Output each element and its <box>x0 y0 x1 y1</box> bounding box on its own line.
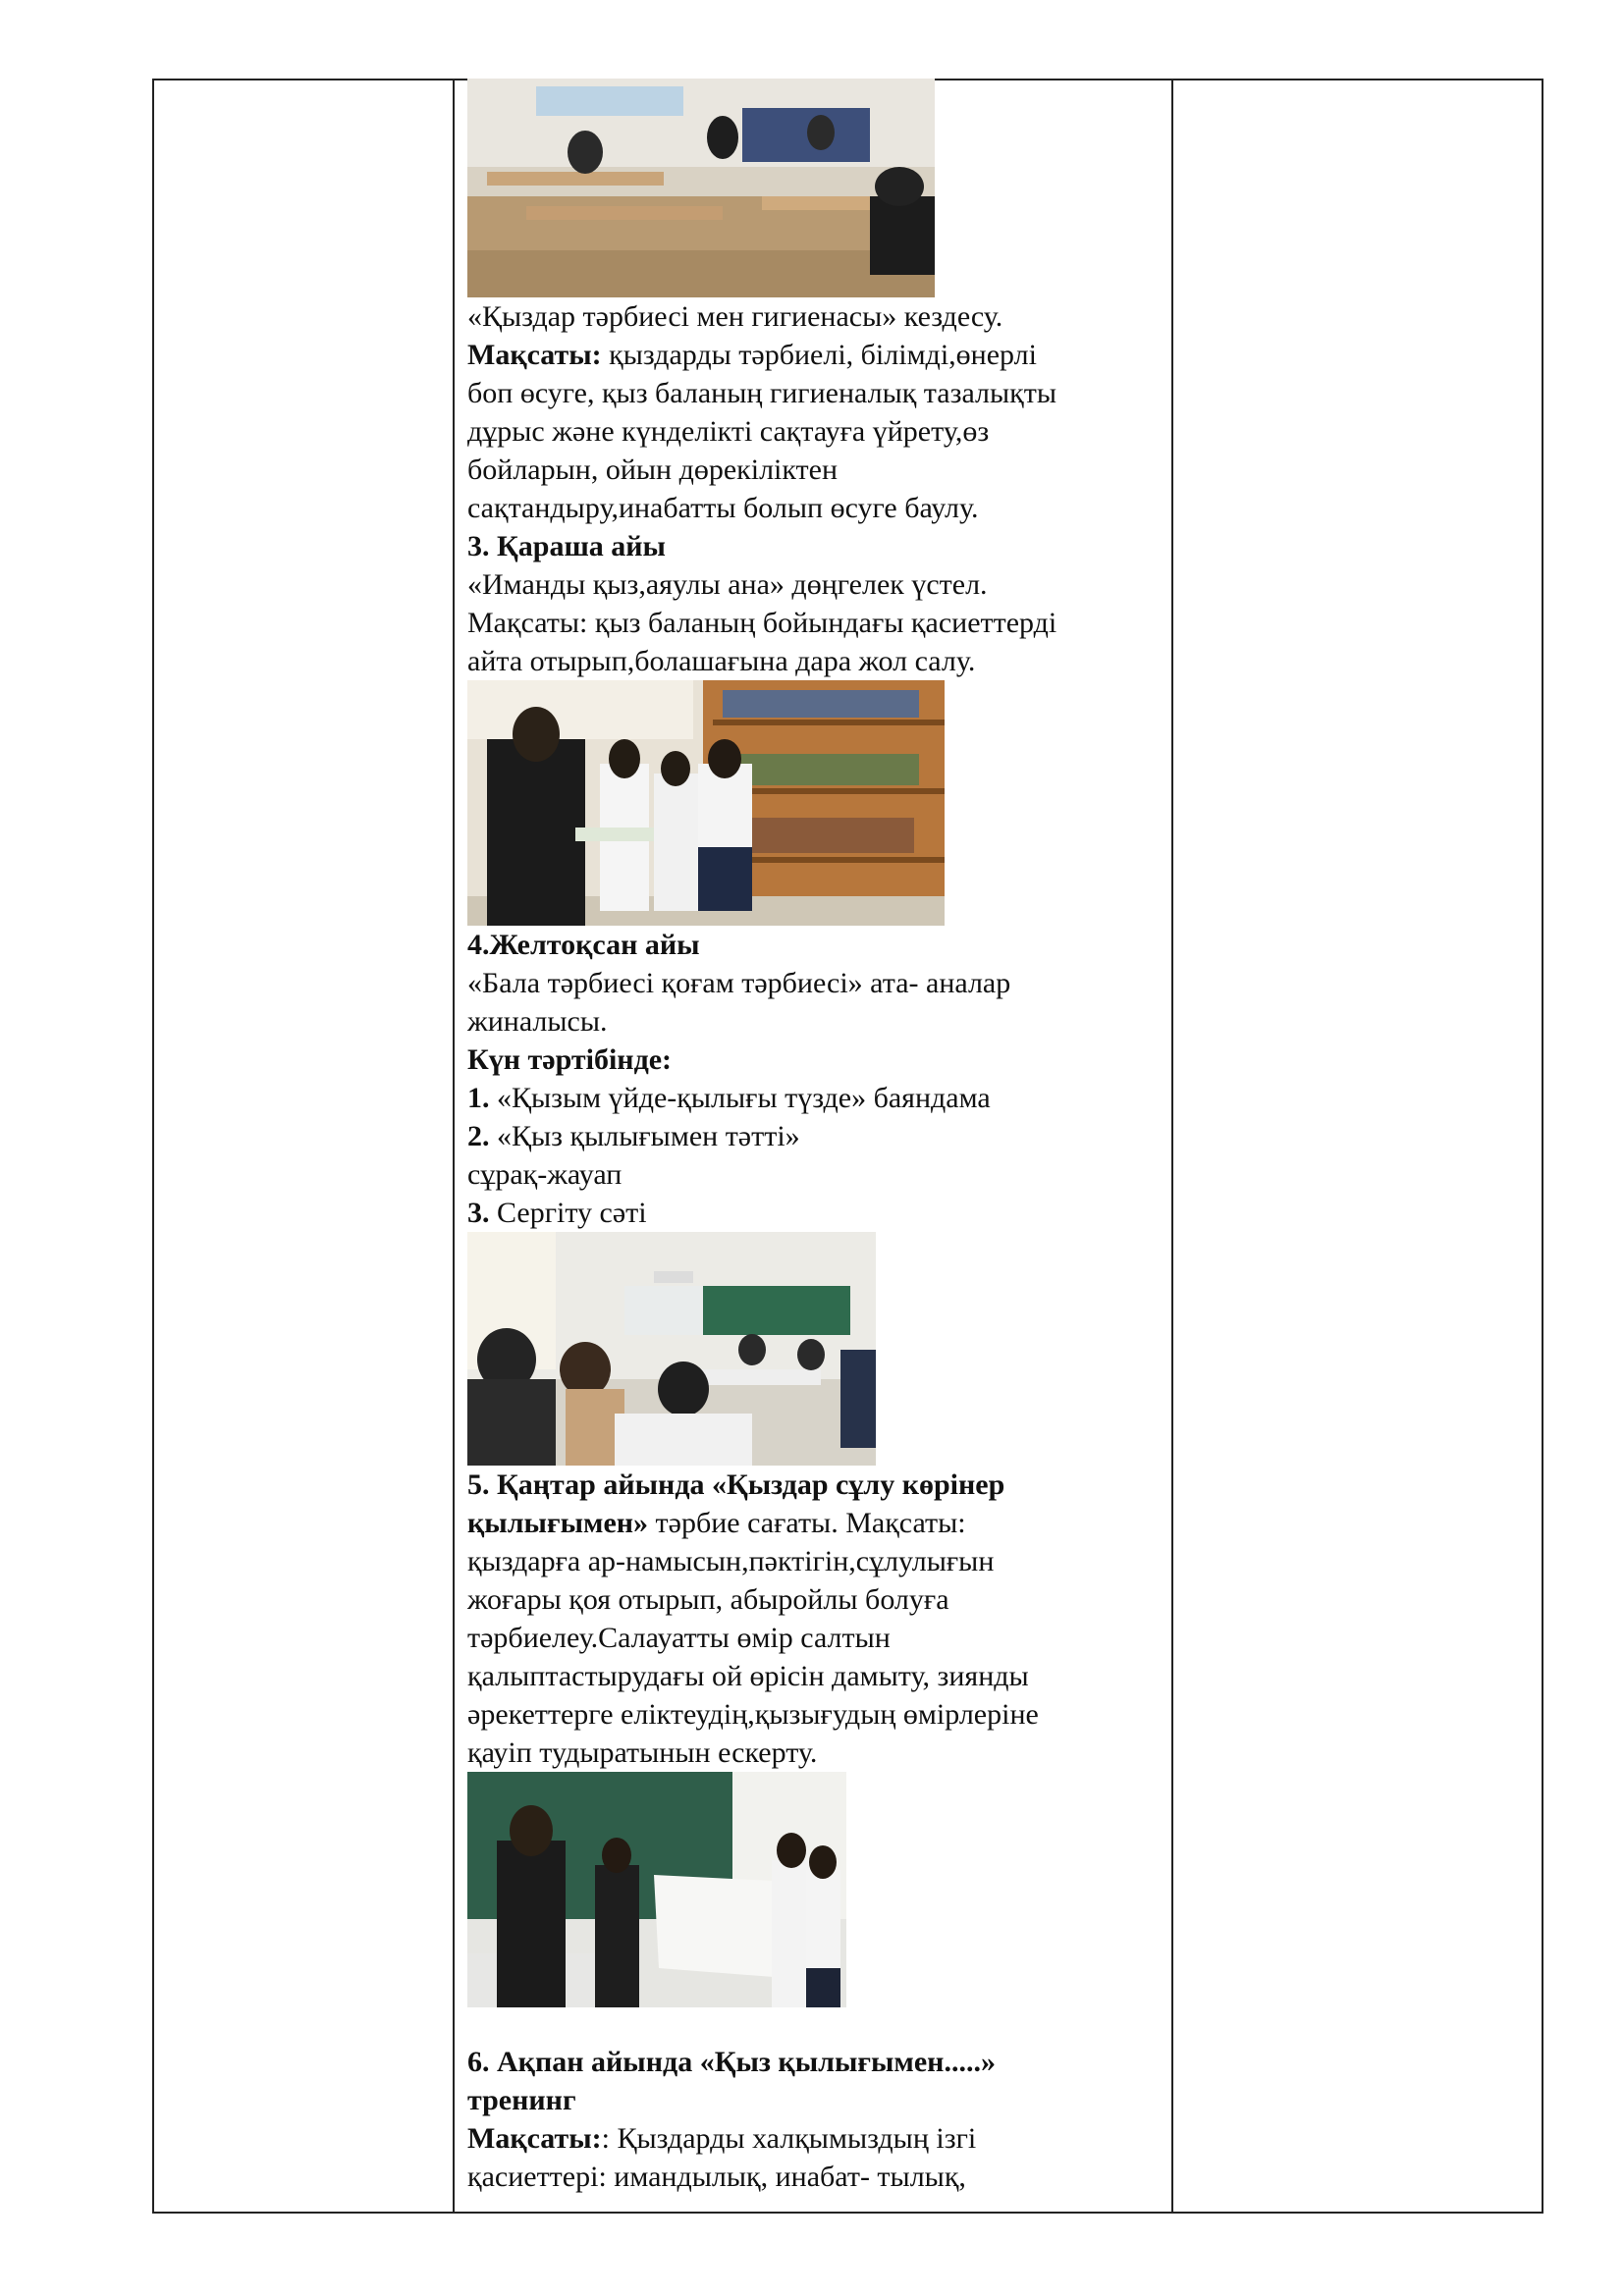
agenda-item-text: «Қыз қылығымен тәтті» <box>489 1120 800 1152</box>
column-divider-left <box>453 80 455 2212</box>
january-heading-rest: тәрбие сағаты. Мақсаты: <box>648 1507 966 1539</box>
january-line: тәрбиелеу.Салауатты өмір салтын <box>467 1622 891 1654</box>
classroom-meeting-photo <box>467 79 935 297</box>
agenda-item-text: Сергіту сәті <box>489 1197 647 1229</box>
january-heading-bold: қылығымен» <box>467 1507 649 1539</box>
january-line: қалыптастырудағы ой өрісін дамыту, зиянды <box>467 1660 1029 1692</box>
goal-label: Мақсаты: <box>467 2122 602 2155</box>
agenda-item <box>467 1079 1174 1117</box>
goal-text: : Қыздарды халқымыздың ізгі <box>601 2122 977 2155</box>
agenda-item-number: 2. <box>467 1120 490 1152</box>
february-goal <box>467 2119 1174 2158</box>
november-heading: 3. Қараша айы <box>467 530 666 562</box>
meeting-goal <box>467 336 1174 374</box>
january-line: әрекеттерге еліктеудің,қызығудың өмірлеріне <box>467 1698 1039 1731</box>
february-heading: 6. Ақпан айында «Қыз қылығымен.....» <box>467 2046 996 2078</box>
agenda-item <box>467 1155 1174 1194</box>
agenda-item <box>467 1117 1174 1155</box>
december-heading: 4.Желтоқсан айы <box>467 929 700 961</box>
parents-meeting-photo <box>467 1232 876 1466</box>
agenda-item-number: 1. <box>467 1082 490 1114</box>
meeting-goal-line: бойларын, ойын дөрекіліктен <box>467 454 839 486</box>
november-line: айта отырып,болашағына дара жол салу. <box>467 645 976 677</box>
agenda-item-number: 3. <box>467 1197 490 1229</box>
middle-cell-content <box>467 79 1174 2196</box>
agenda-item <box>467 1194 1174 1232</box>
february-heading-line: тренинг <box>467 2084 576 2116</box>
december-line: жиналысы. <box>467 1005 608 1038</box>
november-line: «Иманды қыз,аяулы ана» дөңгелек үстел. <box>467 568 988 601</box>
meeting-goal-line: боп өсуге, қыз баланың гигиеналық тазалықты <box>467 377 1056 409</box>
january-heading: 5. Қаңтар айында «Қыздар сұлу көрінер <box>467 1468 1005 1501</box>
november-line: Мақсаты: қыз баланың бойындағы қасиеттерді <box>467 607 1057 639</box>
agenda-item-text: сұрақ-жауап <box>467 1158 623 1191</box>
january-line: қыздарға ар-намысын,пәктігін,сұлулығын <box>467 1545 995 1577</box>
spacer <box>467 2007 1174 2043</box>
february-goal-line: қасиеттері: имандылық, инабат- тылық, <box>467 2161 966 2193</box>
goal-text: қыздарды тәрбиелі, білімді,өнерлі <box>601 339 1037 371</box>
library-roundtable-photo <box>467 680 945 926</box>
girls-presentation-photo <box>467 1772 846 2007</box>
meeting-goal-line: дұрыс және күнделікті сақтауға үйрету,өз <box>467 415 990 448</box>
goal-label: Мақсаты: <box>467 339 602 371</box>
meeting-caption: «Қыздар тәрбиесі мен гигиенасы» кездесу. <box>467 300 1003 333</box>
january-line: жоғары қоя отырып, абыройлы болуға <box>467 1583 949 1616</box>
january-heading-line <box>467 1504 1174 1542</box>
december-line: «Бала тәрбиесі қоғам тәрбиесі» ата- аналар <box>467 967 1011 999</box>
agenda-label: Күн тәртібінде: <box>467 1043 673 1076</box>
meeting-goal-line: сақтандыру,инабатты болып өсуге баулу. <box>467 492 979 524</box>
january-line: қауіп тудыратынын ескерту. <box>467 1736 818 1769</box>
agenda-item-text: «Қызым үйде-қылығы түзде» баяндама <box>489 1082 991 1114</box>
